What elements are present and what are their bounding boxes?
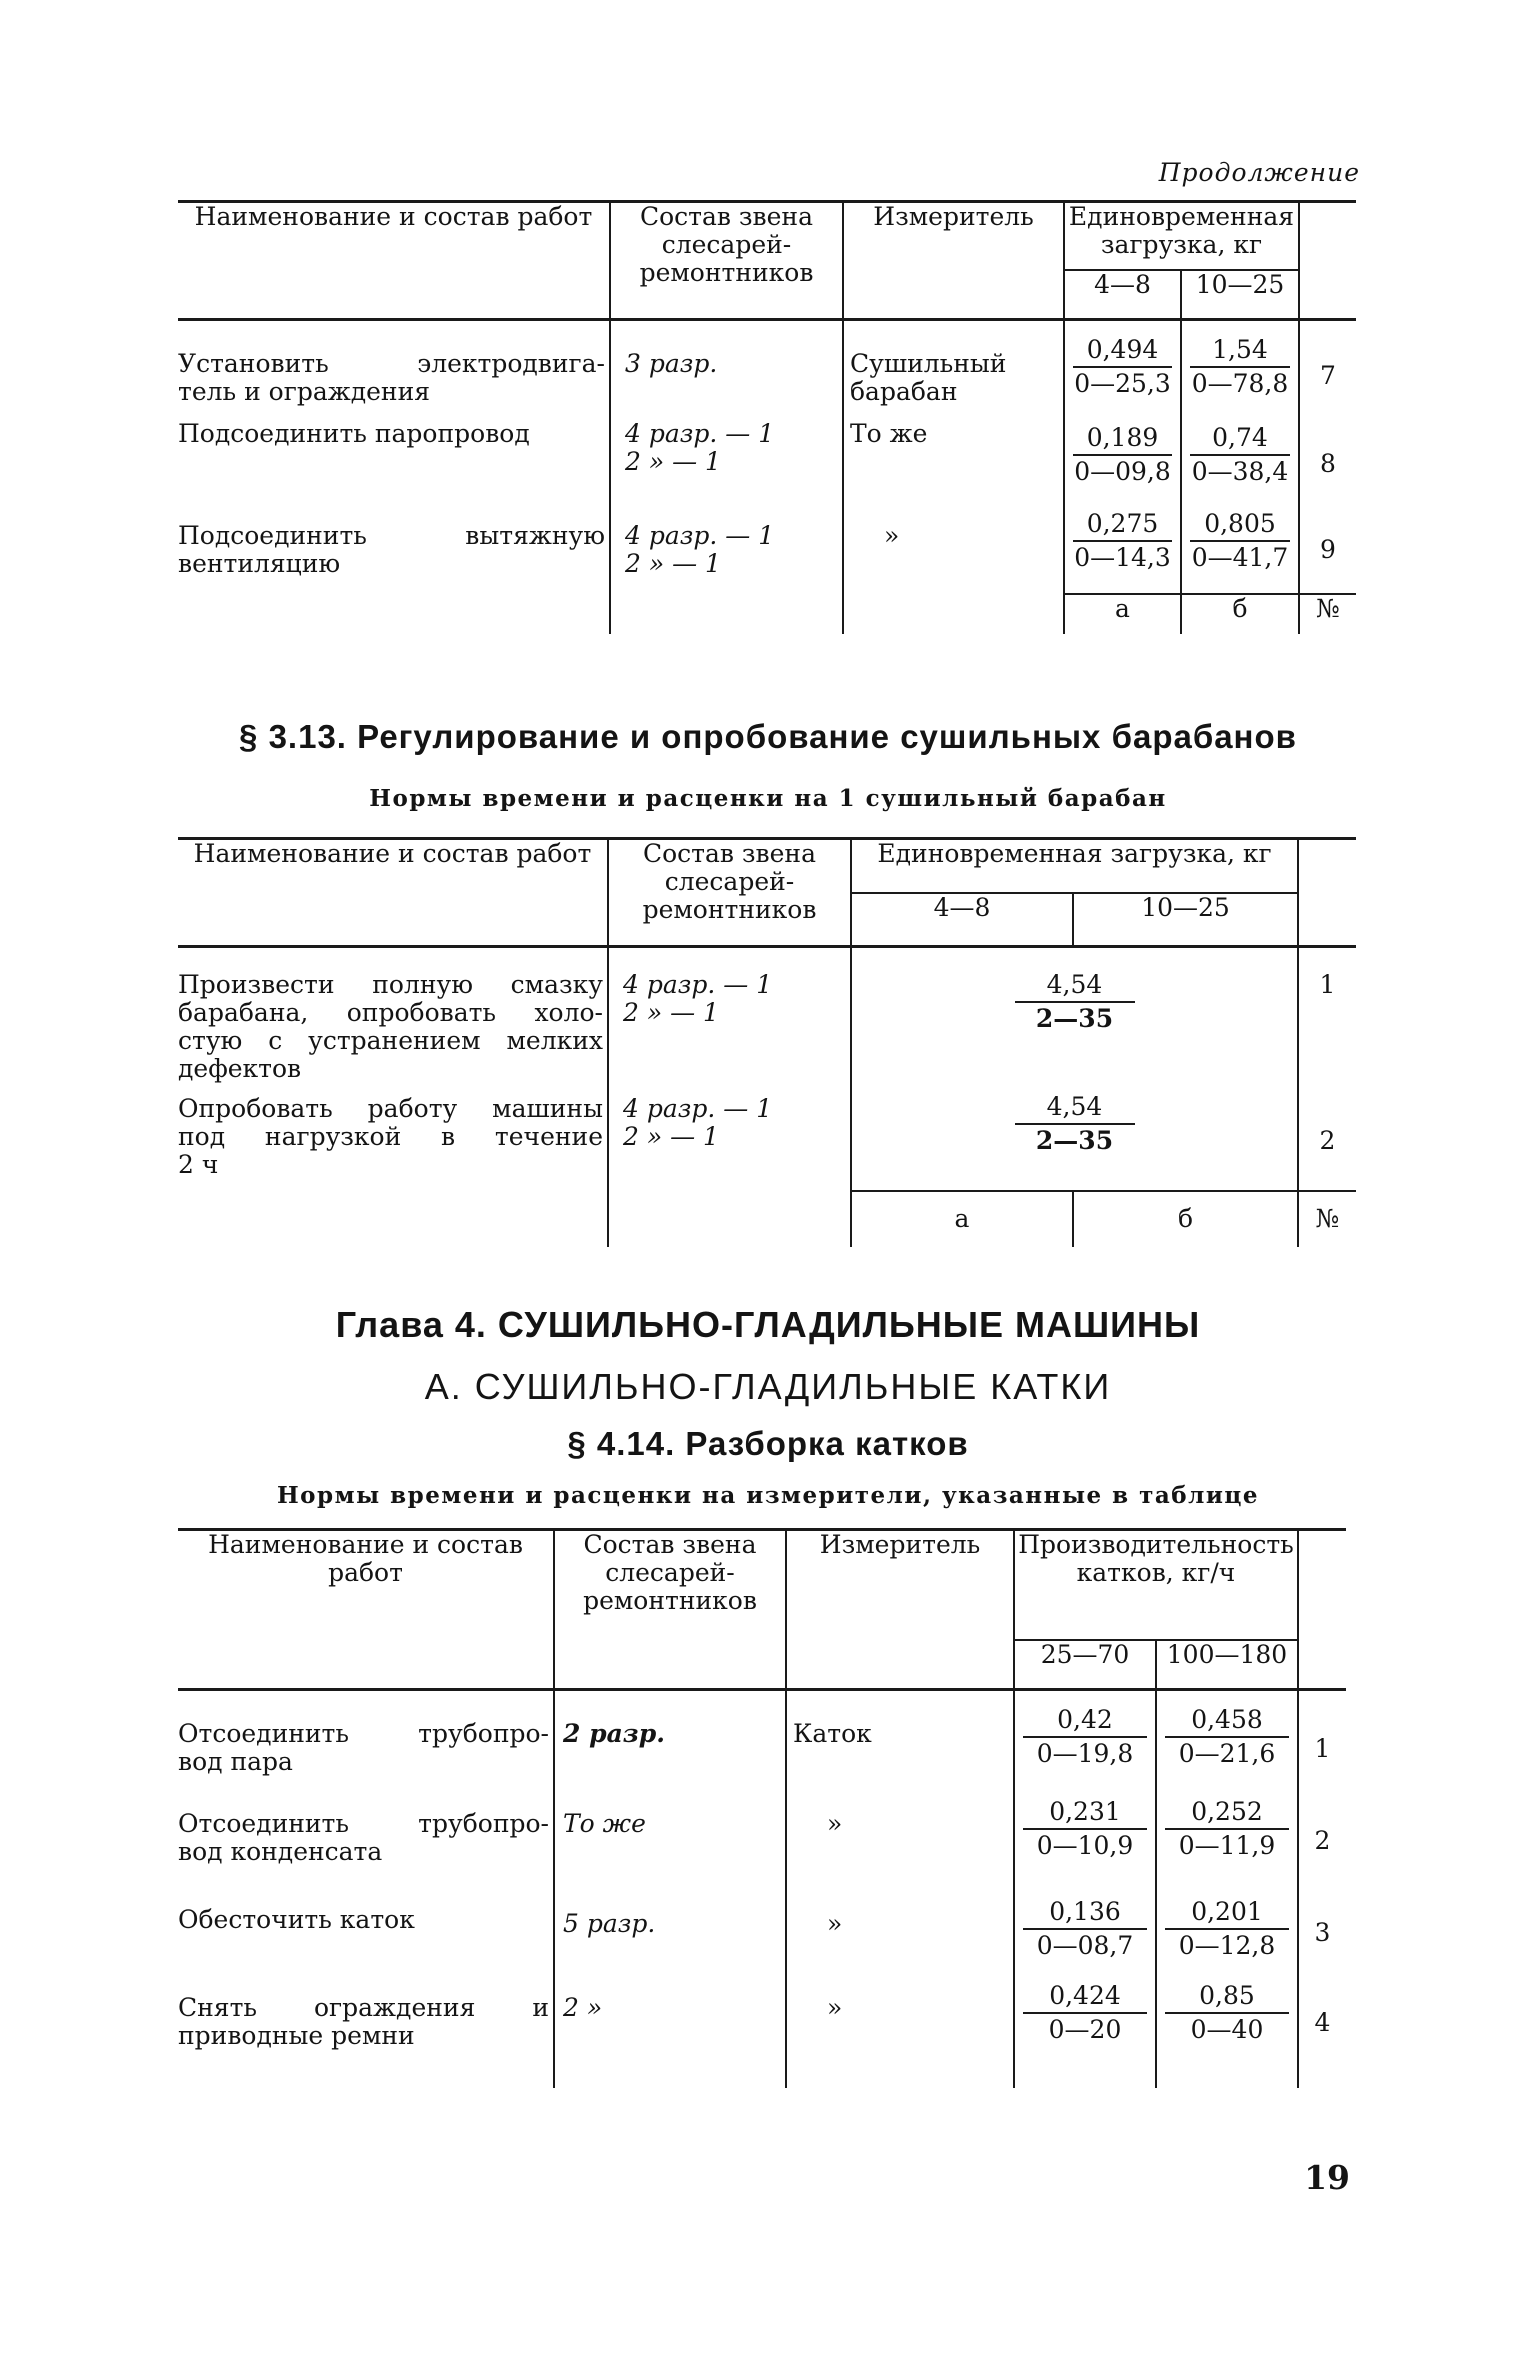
row-number: 1 bbox=[1314, 1733, 1331, 1763]
section-4-14-subtitle: Нормы времени и расценки на измерители, указанные в таблице bbox=[276, 1482, 1260, 1509]
value-b: 0,458 0—21,6 bbox=[1156, 1704, 1298, 1794]
value-b: 1,54 0—78,8 bbox=[1181, 332, 1299, 420]
table-row bbox=[178, 1794, 1346, 1888]
table-testing bbox=[178, 837, 1356, 1247]
header-col-a: 4—8 bbox=[851, 893, 1073, 947]
table-row bbox=[178, 508, 1356, 594]
section-4-14-title: § 4.14. Разборка катков bbox=[567, 1425, 969, 1462]
measure-cell: Сушильный барабан bbox=[843, 332, 1064, 420]
crew-cell: 2 разр. bbox=[554, 1704, 786, 1794]
measure-cell: » bbox=[786, 1888, 1014, 1978]
work-cell: Отсоединить трубопро- вод конденсата bbox=[178, 1808, 549, 1866]
header-measure: Измеритель bbox=[786, 1530, 1014, 1690]
crew-cell: 4 разр. — 1 2 » — 1 bbox=[608, 957, 851, 1093]
crew-cell: 4 разр. — 1 2 » — 1 bbox=[608, 1093, 851, 1191]
measure-cell: » bbox=[786, 1978, 1014, 2068]
column-label-row bbox=[178, 594, 1356, 634]
table-disassembly bbox=[178, 1528, 1346, 2088]
value-a: 0,136 0—08,7 bbox=[1014, 1888, 1156, 1978]
header-work: Наименование и состав работ bbox=[178, 202, 610, 320]
section-3-13-title: § 3.13. Регулирование и опробование сушильных барабанов bbox=[239, 718, 1297, 755]
table-row bbox=[178, 420, 1356, 508]
value-a: 0,231 0—10,9 bbox=[1014, 1794, 1156, 1888]
work-cell: Произвести полную смазку барабана, опробовать холо- стую с устранением мелких дефектов bbox=[178, 969, 603, 1083]
row-number: 9 bbox=[1320, 535, 1336, 564]
page-number: 19 bbox=[1304, 2158, 1350, 2197]
measure-cell: » bbox=[786, 1794, 1014, 1888]
header-measure: Измеритель bbox=[843, 202, 1064, 320]
measure-cell: » bbox=[843, 508, 1064, 594]
label-no: № bbox=[1299, 594, 1356, 634]
crew-cell: 2 » bbox=[554, 1978, 786, 2068]
row-number: 2 bbox=[1298, 1093, 1356, 1191]
header-crew: Состав звена слесарей-ремонтников bbox=[554, 1530, 786, 1690]
row-number: 8 bbox=[1320, 448, 1336, 478]
header-blank bbox=[1299, 202, 1356, 320]
header-col-a: 4—8 bbox=[1064, 270, 1181, 320]
table-row bbox=[178, 1888, 1346, 1978]
value-b: 0,805 0—41,7 bbox=[1181, 508, 1299, 594]
work-cell: Опробовать работу машины под нагрузкой в течение 2 ч bbox=[178, 1093, 603, 1179]
value-b: 0,252 0—11,9 bbox=[1156, 1794, 1298, 1888]
value-b: 0,85 0—40 bbox=[1156, 1978, 1298, 2068]
table-row bbox=[178, 957, 1356, 1093]
header-load: Единовременная загрузка, кг bbox=[851, 839, 1298, 893]
table-row bbox=[178, 1978, 1346, 2068]
value-a: 0,494 0—25,3 bbox=[1064, 332, 1181, 420]
work-cell: Установить электродвига- тель и ограждения bbox=[178, 348, 605, 406]
label-no: № bbox=[1315, 1204, 1340, 1233]
crew-cell: 5 разр. bbox=[554, 1888, 786, 1978]
continuation-label: Продолжение bbox=[1158, 158, 1360, 187]
row-number: 4 bbox=[1314, 2007, 1331, 2037]
header-col-b: 10—25 bbox=[1073, 893, 1298, 947]
part-title: А. СУШИЛЬНО-ГЛАДИЛЬНЫЕ КАТКИ bbox=[424, 1366, 1112, 1407]
work-cell: Отсоединить трубопро- вод пара bbox=[178, 1718, 549, 1776]
header-col-b: 10—25 bbox=[1181, 270, 1299, 320]
table-header-row bbox=[178, 839, 1356, 893]
value-combined: 4,54 2—35 bbox=[851, 957, 1298, 1093]
chapter-title: Глава 4. СУШИЛЬНО-ГЛАДИЛЬНЫЕ МАШИНЫ bbox=[335, 1304, 1201, 1345]
value-a: 0,42 0—19,8 bbox=[1014, 1704, 1156, 1794]
value-b: 0,201 0—12,8 bbox=[1156, 1888, 1298, 1978]
header-col-b: 100—180 bbox=[1156, 1640, 1298, 1690]
work-cell: Снять ограждения и приводные ремни bbox=[178, 1992, 549, 2050]
measure-cell: То же bbox=[843, 420, 1064, 508]
header-work: Наименование и состав работ bbox=[178, 1530, 554, 1690]
value-combined: 4,54 2—35 bbox=[851, 1093, 1298, 1191]
row-number: 7 bbox=[1320, 360, 1336, 390]
table-installation bbox=[178, 200, 1356, 634]
label-b: б bbox=[1073, 1191, 1298, 1247]
work-cell: Обесточить каток bbox=[178, 1904, 415, 1934]
row-number: 3 bbox=[1314, 1917, 1331, 1947]
crew-cell: 4 разр. — 1 2 » — 1 bbox=[610, 420, 843, 508]
header-crew: Состав звена слесарей-ремонтников bbox=[608, 839, 851, 947]
label-a: а bbox=[1064, 594, 1181, 634]
table-header-row bbox=[178, 202, 1356, 270]
column-label-row bbox=[178, 1191, 1356, 1247]
header-blank bbox=[1298, 839, 1356, 947]
header-col-a: 25—70 bbox=[1014, 1640, 1156, 1690]
header-blank bbox=[1298, 1530, 1346, 1690]
value-a: 0,424 0—20 bbox=[1014, 1978, 1156, 2068]
table-row bbox=[178, 1704, 1346, 1794]
row-number: 2 bbox=[1314, 1825, 1331, 1855]
row-number: 1 bbox=[1319, 969, 1336, 999]
header-perf: Производительность катков, кг/ч bbox=[1014, 1530, 1298, 1640]
header-load: Единовременная загрузка, кг bbox=[1064, 202, 1299, 270]
crew-cell: 4 разр. — 1 2 » — 1 bbox=[610, 508, 843, 594]
crew-cell: 3 разр. bbox=[610, 332, 843, 420]
work-cell: Подсоединить вытяжную вентиляцию bbox=[178, 520, 605, 578]
value-a: 0,189 0—09,8 bbox=[1064, 420, 1181, 508]
work-cell: Подсоединить паропровод bbox=[178, 418, 530, 448]
value-a: 0,275 0—14,3 bbox=[1064, 508, 1181, 594]
measure-cell: Каток bbox=[786, 1704, 1014, 1794]
label-b: б bbox=[1181, 594, 1299, 634]
table-row bbox=[178, 332, 1356, 420]
table-row bbox=[178, 1093, 1356, 1191]
label-a: а bbox=[851, 1191, 1073, 1247]
table-header-row bbox=[178, 1530, 1346, 1640]
value-b: 0,74 0—38,4 bbox=[1181, 420, 1299, 508]
header-crew: Состав звена слесарей-ремонтников bbox=[610, 202, 843, 320]
crew-cell: То же bbox=[554, 1794, 786, 1888]
section-3-13-subtitle: Нормы времени и расценки на 1 сушильный барабан bbox=[369, 785, 1167, 812]
header-work: Наименование и состав работ bbox=[178, 839, 608, 947]
